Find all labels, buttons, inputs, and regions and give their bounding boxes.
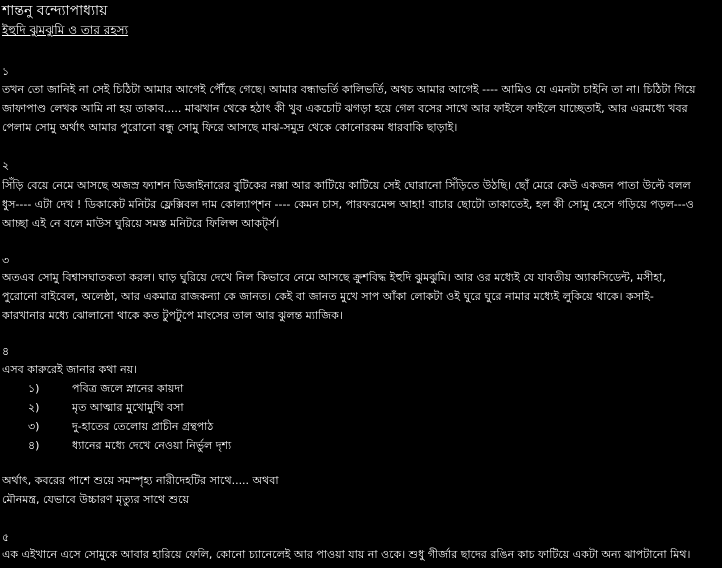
list-item-number: ১) xyxy=(28,382,40,395)
paragraph-line: অর্থাৎ, কবরের পাশে শুয়ে সমস্পৃহ্য নারীদেহটির সাথে..... অথবা xyxy=(2,474,279,487)
paragraph-line: ধুস---- এটা দেখ ! ডিকাকেট মনিটর ফ্লেক্সিবল দাম কোল্যাপ্শন ---- কেমন চাস, পারফরমেন্স আহা! বাচার ছোটো তাকাতেই, হল কী সোমু হেসে গড়িয়ে পড়ল---ও xyxy=(2,198,694,211)
list-item-number: ৩) xyxy=(28,420,40,433)
section-paragraph xyxy=(2,268,718,325)
section-paragraph xyxy=(2,176,718,233)
section-intro xyxy=(2,360,718,379)
paragraph-line: এসব কারুরেই জানার কথা নয়। xyxy=(2,363,138,376)
list-item-text: মৃত আত্মার মুখোমুখি বসা xyxy=(72,401,184,414)
section-number: ১ xyxy=(2,65,10,78)
list-item-text: দু-হাতের তেলোয় প্রাচীন গ্রন্থপাঠ xyxy=(72,420,214,433)
section-number: ২ xyxy=(2,159,10,172)
paragraph-line: সিঁড়ি বেয়ে নেমে আসছে অজস্র ফ্যাশন ডিজাইনারের বুটিকের নক্সা আর কাটিয়ে কাটিয়ে সেই ঘোরানো সিঁড়িতে উঠছি। ছোঁ মেরে কেউ একজন পাতা উল্টে বলল xyxy=(2,179,691,192)
paragraph-line: পুরোনো বাইবেল, অলেষ্ঠা, আর একমাত্র রাজকন্যা কে জানত। কেই বা জানত মুখে সাপ আঁকা লোকটা ওই ঘুরে ঘুরে নামার মধ্যেই লুকিয়ে থাকে। কসাই- xyxy=(2,290,654,303)
list-item xyxy=(28,379,231,398)
numbered-list xyxy=(28,379,231,455)
author-name: শান্তনু বন্দ্যোপাধ্যায় xyxy=(2,3,108,19)
section-number: ৩ xyxy=(2,254,10,267)
list-item xyxy=(28,398,231,417)
paragraph-line: আচ্ছা এই নে বলে মাউস ঘুরিয়ে সমস্ত মনিটরে ফিলিপ্স আকর্ট্স। xyxy=(2,217,280,230)
list-item xyxy=(28,417,231,436)
list-item-text: ধ্যানের মধ্যে দেখে নেওয়া নির্ভুল দৃশ্য xyxy=(72,439,232,452)
paragraph-line: এক এইখানে এসে সোমুকে আবার হারিয়ে ফেলি, কোনো চ্যানেলেই আর পাওয়া যায় না ওকে। শুধু গীর্জার ছাদের রঙিন কাচ ফাটিয়ে একটা অন্য ঝাপটানো মিথ। xyxy=(2,548,691,561)
paragraph-line: তখন তো জানিই না সেই চিঠিটা আমার আগেই পৌঁছে গেছে। আমার বন্ধাভর্তি কালিভর্তি, অথচ আমার আগেই ---- আমিও যে এমনটা চাইনি তা না। চিঠিটা গিয়ে xyxy=(2,83,696,96)
section-paragraph xyxy=(2,471,718,509)
list-item-number: ৪) xyxy=(28,439,40,452)
list-item-text: পবিত্র জলে স্নানের কায়দা xyxy=(72,382,184,395)
section-paragraph xyxy=(2,545,718,564)
list-item xyxy=(28,436,231,455)
paragraph-line: জাফাপাণ্ড লেখক আমি না হয় তাকাব..... মাঝখান থেকে হঠাৎ কী খুব একচোট ঝগড়া হয়ে গেল বসের সাথে আর ফাইলে ফাইলে যাচ্ছেতাই, আর এরমধ্যে খবর xyxy=(2,102,688,115)
paragraph-line: পেলাম সোমু অর্থাৎ আমার পুরোনো বন্ধু সোমু ফিরে আসছে মাঝ-সমুদ্র থেকে কোনোরকম ধারবাকি ছাড়াই। xyxy=(2,121,458,134)
paragraph-line: মৌনমন্ত্র, যেভাবে উচ্চারণ মৃত্যুর সাথে শুয়ে xyxy=(2,493,189,506)
paragraph-line: কারখানার মধ্যে ঝোলানো থাকে কত টুপটুপে মাংসের তাল আর ঝুলন্ত ম্যাজিক। xyxy=(2,309,343,322)
list-item-number: ২) xyxy=(28,401,40,414)
section-number: ৫ xyxy=(2,531,10,544)
section-paragraph xyxy=(2,80,718,137)
paragraph-line: অতএব সোমু বিশ্বাসঘাতকতা করল। ঘাড় ঘুরিয়ে দেখে নিল কিভাবে নেমে আসছে ক্রুশবিদ্ধ ইহুদি ঝুমঝুমি। আর ওর মধ্যেই যে যাবতীয় অ্যাকসিডেন্ট, মসীহা, xyxy=(2,271,666,284)
section-number: ৪ xyxy=(2,345,10,358)
poem-title: ইহুদি ঝুমঝুমি ও তার রহস্য xyxy=(2,23,129,37)
